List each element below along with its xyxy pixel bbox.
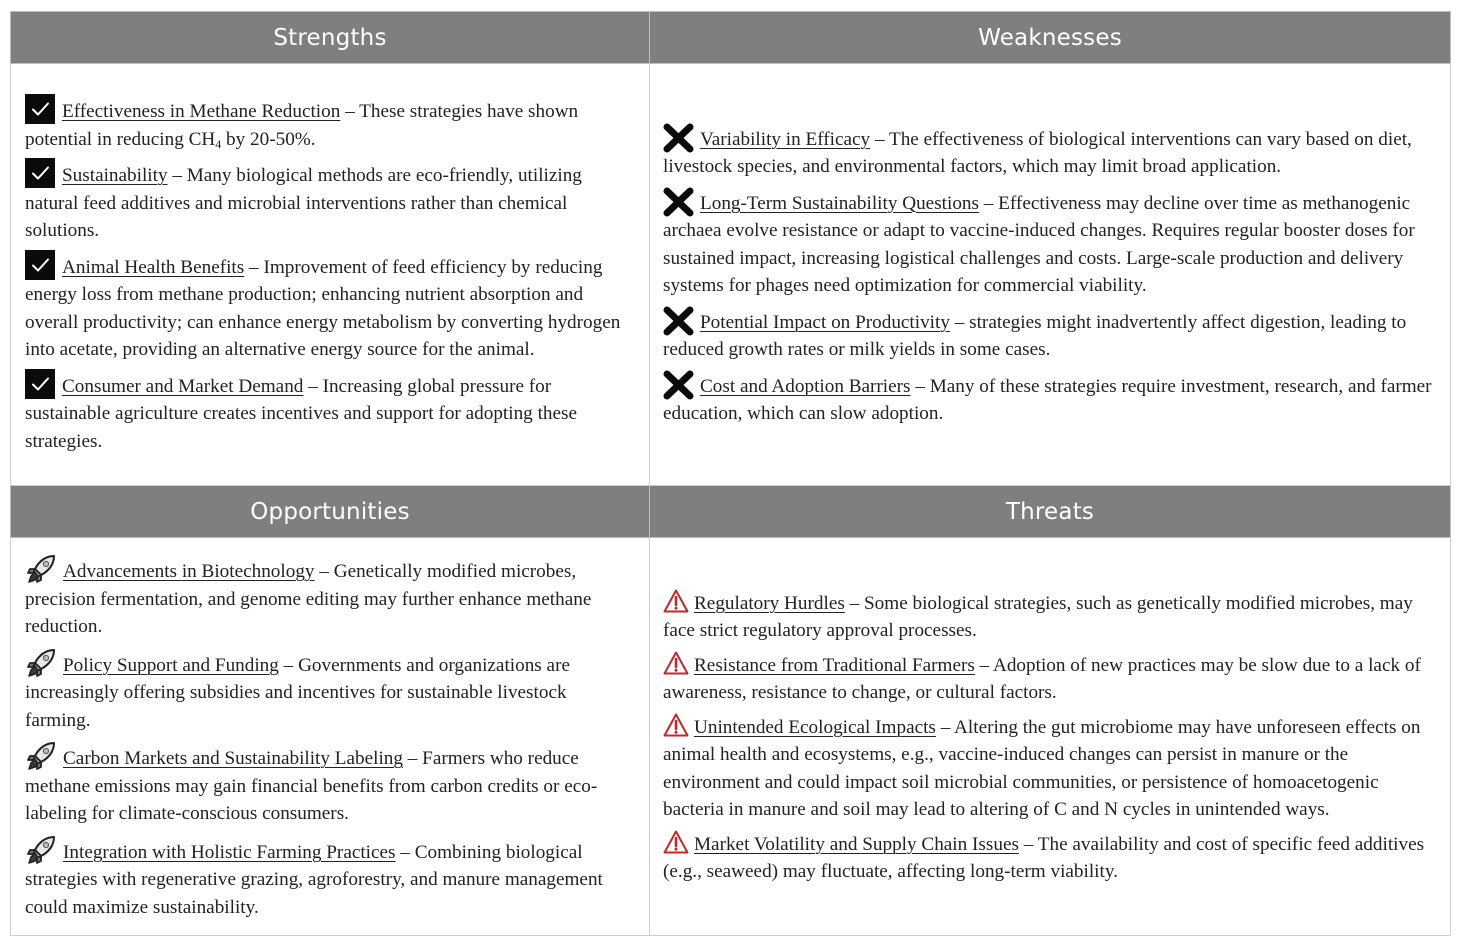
checkbox-checked-icon: [25, 250, 55, 280]
subscript: 4: [215, 136, 222, 151]
weakness-desc: Effectiveness may decline over time as methanogenic archaea evolve resistance or adapt to vaccine-induced changes. Requires regular booster doses for sustained impact, increasing logistical challenges and costs. Large-scale production and delivery systems for phages need optimization for commercial viability.: [663, 192, 1415, 296]
strength-term: Consumer and Market Demand: [62, 375, 304, 397]
opportunity-desc: Governments and organizations are increasingly offering subsidies and incentives for sustainable livestock farming.: [25, 654, 570, 731]
separator: –: [303, 375, 323, 397]
separator: –: [978, 192, 999, 214]
strength-desc: Many biological methods are eco-friendly, utilizing natural feed additives and microbial interventions rather than chemical solutions.: [25, 165, 582, 241]
weakness-desc: Many of these strategies require investment, research, and farmer education, which can slow adoption.: [663, 375, 1432, 424]
rocket-icon: [25, 646, 58, 679]
opportunity-desc: Combining biological strategies with regenerative grazing, agroforestry, and manure management could maximize sustainability.: [25, 841, 603, 918]
weakness-item: [663, 369, 1438, 428]
threat-item: [663, 650, 1438, 707]
separator: –: [402, 748, 423, 769]
checkbox-checked-icon: [25, 94, 55, 124]
weaknesses-cell: [650, 64, 1451, 486]
strength-term: Sustainability: [62, 165, 168, 186]
threat-term: Unintended Ecological Impacts: [694, 716, 936, 738]
threat-item: [663, 712, 1438, 824]
separator: –: [395, 841, 415, 863]
weaknesses-header: Weaknesses: [650, 12, 1451, 64]
strength-desc-cont: by 20-50%.: [221, 128, 316, 150]
opportunity-item: [25, 552, 635, 641]
threat-desc: Some biological strategies, such as genetically modified microbes, may face strict regulatory approval processes.: [663, 592, 1413, 641]
strength-item: [25, 94, 635, 153]
weakness-item: [663, 305, 1438, 364]
swot-table: [10, 11, 1451, 936]
opportunity-term: Integration with Holistic Farming Practices: [63, 841, 396, 863]
separator: –: [935, 716, 955, 738]
warning-triangle-icon: [663, 712, 689, 738]
weakness-term: Long-Term Sustainability Questions: [700, 192, 979, 214]
opportunity-desc: Farmers who reduce methane emissions may gain financial benefits from carbon credits or eco-labeling for climate-conscious consumers.: [25, 748, 598, 824]
strengths-header: Strengths: [11, 12, 650, 64]
strength-term: Animal Health Benefits: [62, 256, 245, 278]
x-mark-icon: [663, 369, 694, 400]
weakness-desc: The effectiveness of biological interventions can vary based on diet, livestock species, and environmental factors, which may limit broad application.: [663, 128, 1412, 177]
strength-item: [25, 158, 635, 245]
threat-desc: Adoption of new practices may be slow due to a lack of awareness, resistance to change, or cultural factors.: [663, 654, 1421, 703]
rocket-icon: [25, 739, 58, 772]
separator: –: [278, 654, 299, 676]
strength-term: Effectiveness in Methane Reduction: [62, 101, 341, 122]
opportunity-term: Carbon Markets and Sustainability Labeling: [63, 748, 403, 769]
content-row-bottom: [11, 538, 1451, 936]
threat-term: Market Volatility and Supply Chain Issues: [694, 833, 1019, 855]
weakness-desc: strategies might inadvertently affect digestion, leading to reduced growth rates or milk yields in some cases.: [663, 311, 1407, 360]
weakness-term: Potential Impact on Productivity: [700, 311, 950, 333]
separator: –: [1018, 833, 1038, 855]
x-mark-icon: [663, 122, 694, 153]
opportunities-cell: [11, 538, 650, 936]
header-row-bottom: [11, 486, 1451, 538]
strength-desc: Increasing global pressure for sustainable agriculture creates incentives and support for adopting these strategies.: [25, 375, 577, 452]
x-mark-icon: [663, 186, 694, 217]
opportunity-item: [25, 739, 635, 828]
threat-term: Resistance from Traditional Farmers: [694, 654, 975, 676]
opportunities-header: Opportunities: [11, 486, 650, 538]
separator: –: [844, 592, 864, 614]
threats-header: Threats: [650, 486, 1451, 538]
rocket-icon: [25, 833, 58, 866]
rocket-icon: [25, 552, 58, 585]
strength-desc: These strategies have shown potential in reducing CH: [25, 101, 579, 150]
threats-cell: [650, 538, 1451, 936]
warning-triangle-icon: [663, 588, 689, 614]
opportunity-term: Advancements in Biotechnology: [63, 561, 315, 582]
separator: –: [244, 256, 264, 278]
warning-triangle-icon: [663, 829, 689, 855]
content-row-top: [11, 64, 1451, 486]
x-mark-icon: [663, 305, 694, 336]
warning-triangle-icon: [663, 650, 689, 676]
strength-desc: Improvement of feed efficiency by reducing energy loss from methane production; enhancing nutrient absorption and overall productivity; can enhance energy metabolism by converting hydrogen into acetate, providing an alternative energy source for the animal.: [25, 256, 621, 360]
checkbox-checked-icon: [25, 369, 55, 399]
separator: –: [870, 128, 889, 150]
opportunity-desc: Genetically modified microbes, precision fermentation, and genome editing may further enhance methane reduction.: [25, 561, 592, 637]
threat-desc: The availability and cost of specific feed additives (e.g., seaweed) may fluctuate, affecting long-term viability.: [663, 833, 1425, 882]
threat-term: Regulatory Hurdles: [694, 592, 845, 614]
checkbox-checked-icon: [25, 158, 55, 188]
separator: –: [910, 375, 930, 397]
weakness-term: Variability in Efficacy: [700, 128, 871, 150]
threat-desc: Altering the gut microbiome may have unforeseen effects on animal health and ecosystems, e.g., vaccine-induced changes can persist in manure or the environment and could impact soil microbial communities, or persistence of homoacetogenic bacteria in manure and soil may lead to altering of C and N cycles in unintended ways.: [663, 716, 1421, 820]
strength-item: [25, 250, 635, 364]
header-row-top: [11, 12, 1451, 64]
opportunity-term: Policy Support and Funding: [63, 654, 279, 676]
separator: –: [974, 654, 993, 676]
opportunity-item: [25, 646, 635, 735]
strength-item: [25, 369, 635, 456]
strengths-cell: [11, 64, 650, 486]
separator: –: [340, 101, 360, 122]
separator: –: [949, 311, 970, 333]
weakness-term: Cost and Adoption Barriers: [700, 375, 911, 397]
separator: –: [314, 561, 334, 582]
threat-item: [663, 829, 1438, 886]
separator: –: [167, 165, 187, 186]
weakness-item: [663, 186, 1438, 300]
threat-item: [663, 588, 1438, 645]
opportunity-item: [25, 833, 635, 922]
weakness-item: [663, 122, 1438, 181]
